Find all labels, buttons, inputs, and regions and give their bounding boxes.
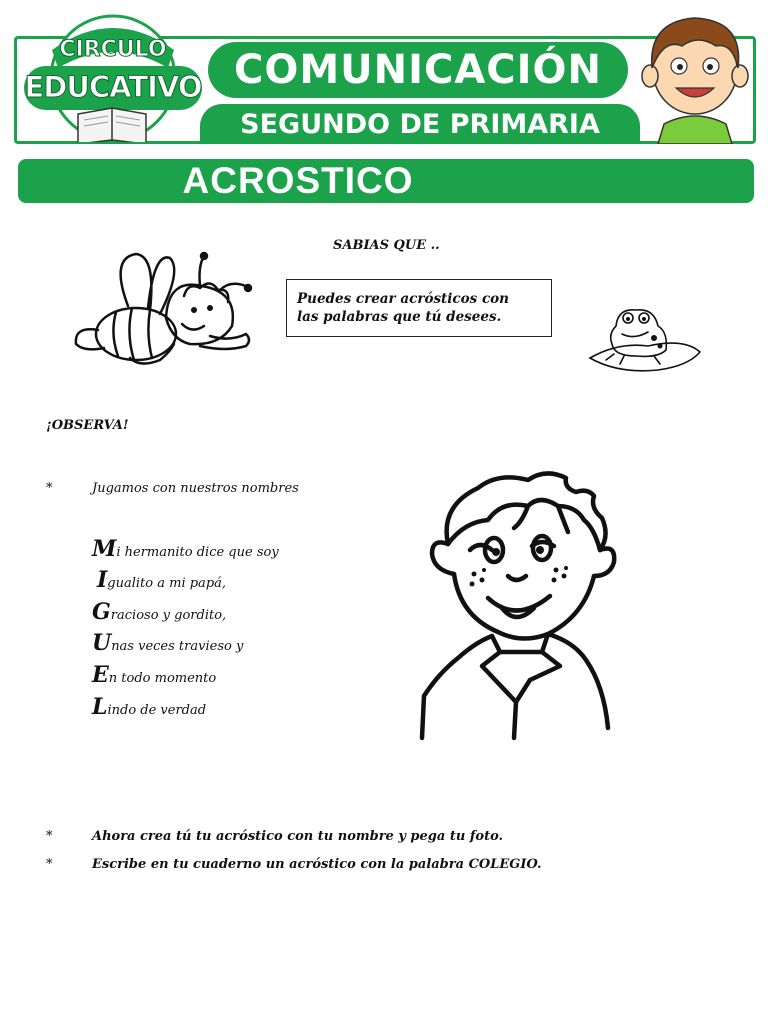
bullet-symbol: * [46,481,53,496]
observa-heading: ¡OBSERVA! [46,418,129,433]
poem-text: nas veces travieso y [111,639,244,654]
info-box-line2: las palabras que tú desees. [297,309,502,325]
bee-illustration [70,248,260,372]
poem-line [97,567,226,593]
bullet-item-2: Ahora crea tú tu acróstico con tu nombre y pega tu foto. [92,829,504,844]
poem-line [92,694,206,720]
frog-illustration [588,302,702,376]
poem-line [92,662,216,688]
poem-initial: I [97,567,108,593]
poem-text: i hermanito dice que soy [116,545,279,560]
poem-initial: E [92,662,109,688]
bullet-item-3: Escribe en tu cuaderno un acróstico con la palabra COLEGIO. [92,857,542,872]
poem-text: racioso y gordito, [110,608,227,623]
logo-text-educativo: EDUCATIVO [24,70,202,104]
info-box-line1: Puedes crear acrósticos con [297,291,509,307]
bullet-item-1: Jugamos con nuestros nombres [92,481,299,496]
sabias-que-heading: SABIAS QUE .. [333,238,440,253]
boy-face-illustration [418,466,618,742]
logo-text-circulo: CIRCULO [59,37,167,62]
boy-avatar [636,8,754,144]
poem-text: gualito a mi papá, [107,576,227,591]
circulo-educativo-logo [22,10,204,142]
page-subtitle: SEGUNDO DE PRIMARIA [240,109,600,140]
page-title: COMUNICACIÓN [233,47,603,93]
section-title: ACROSTICO [182,160,414,201]
poem-text: indo de verdad [107,703,207,718]
poem-line [92,630,243,656]
poem-text: n todo momento [108,671,217,686]
poem-initial: G [92,599,111,625]
bullet-symbol: * [46,829,53,844]
poem-initial: L [92,694,108,720]
info-box [286,279,552,337]
poem-line [92,599,226,625]
poem-initial: M [92,536,117,562]
poem-line [92,536,279,562]
book-icon [78,108,146,142]
bullet-symbol: * [46,857,53,872]
poem-initial: U [92,630,112,656]
